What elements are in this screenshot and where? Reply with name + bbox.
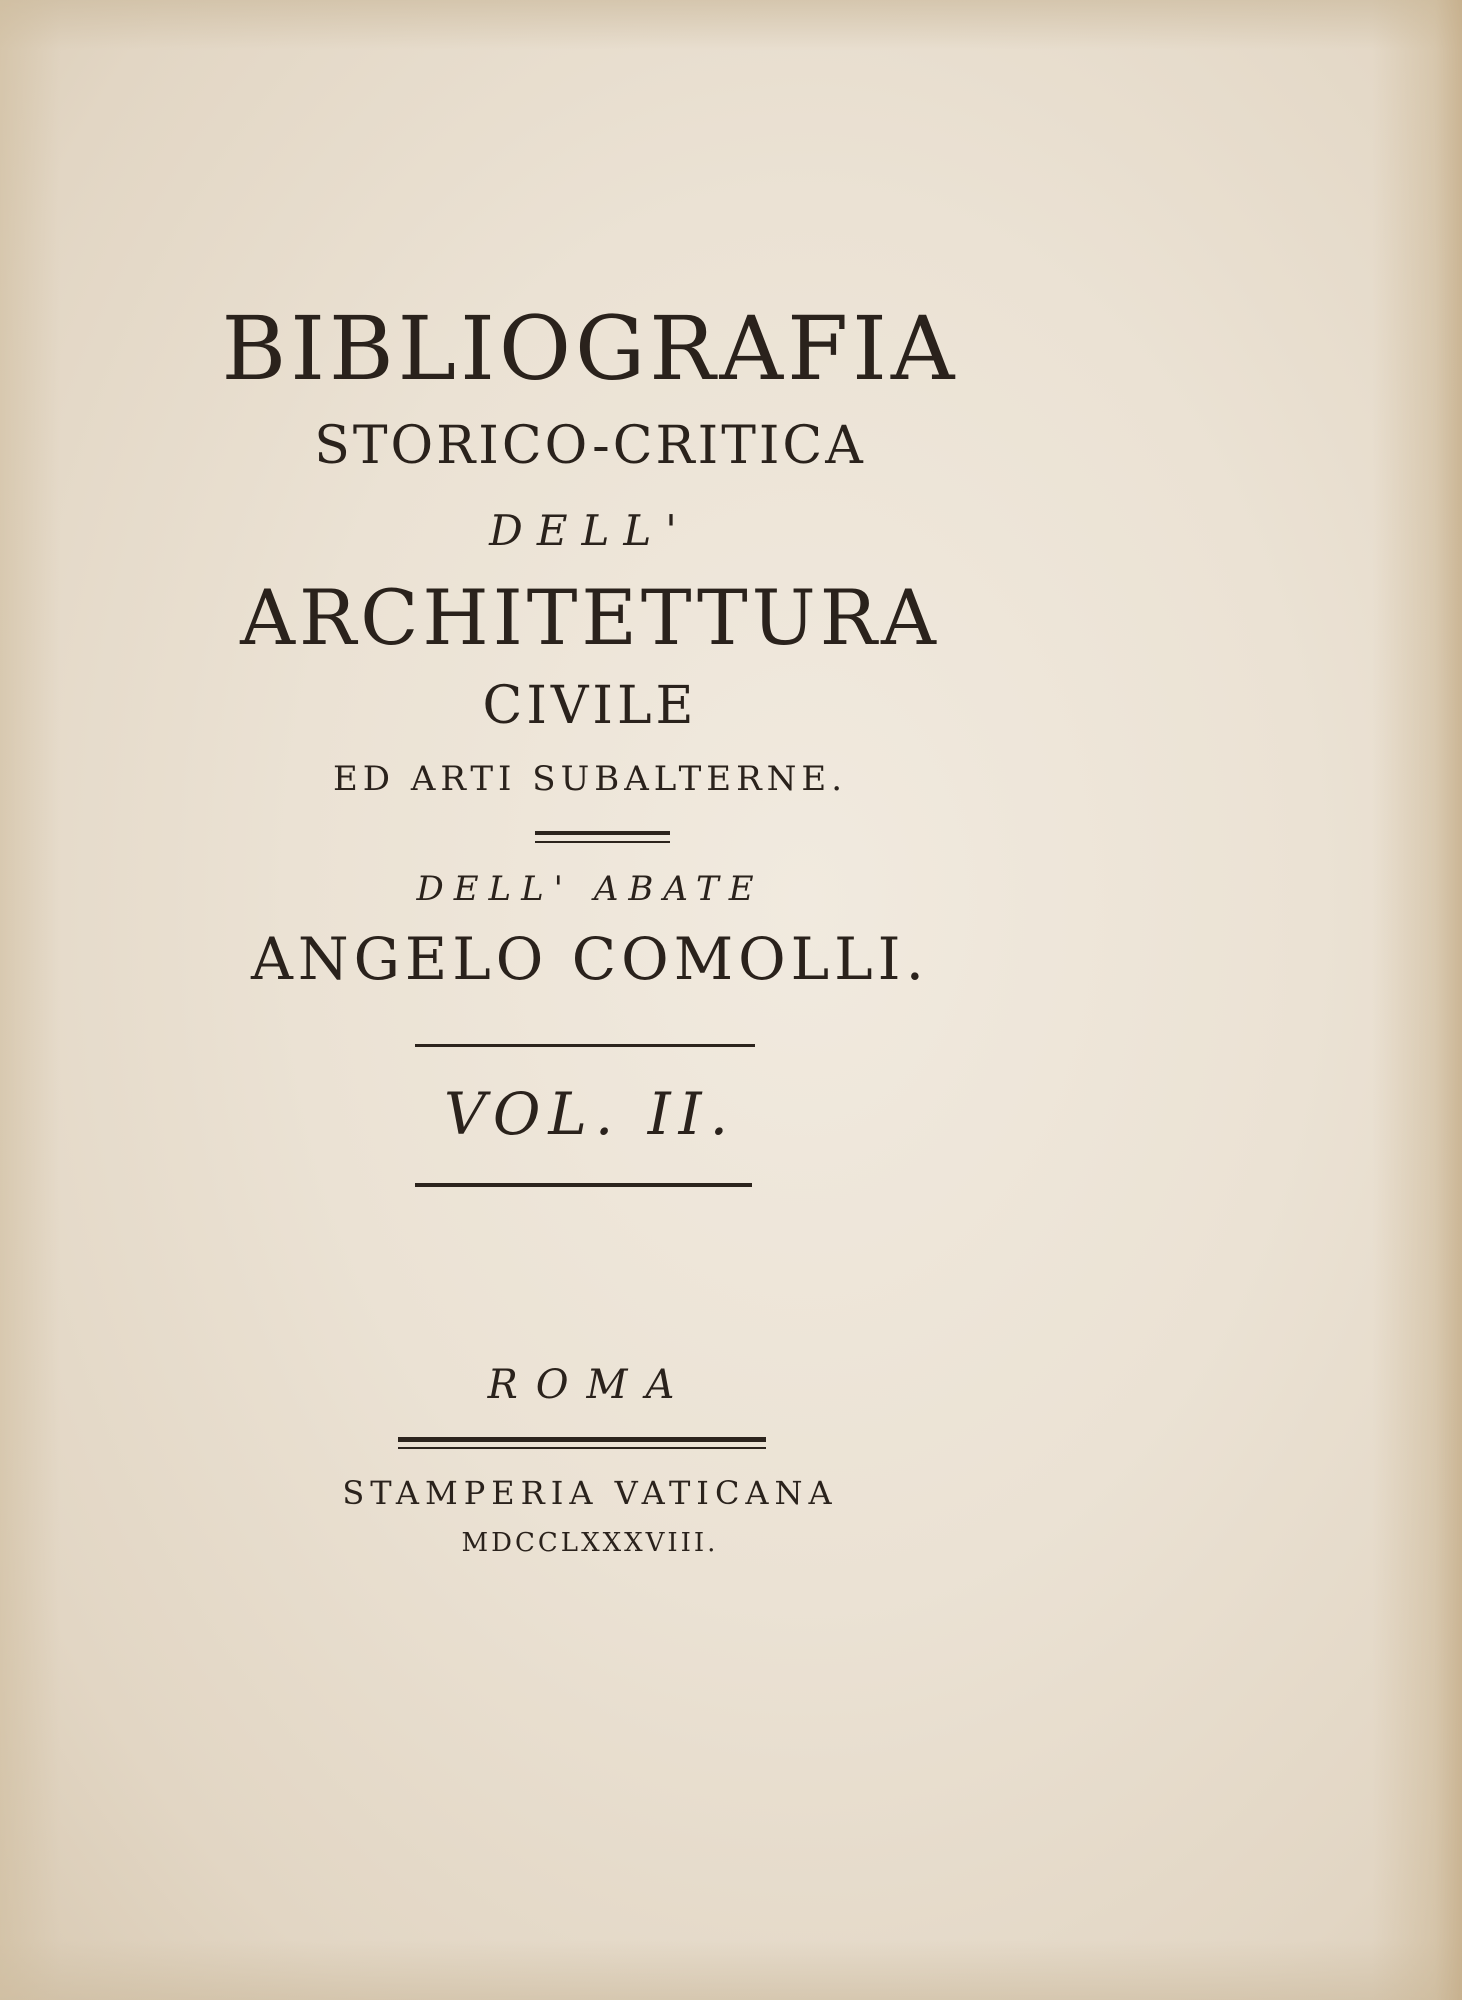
title-line-architettura: ARCHITETTURA [240, 573, 940, 662]
imprint-rule-top [398, 1437, 766, 1442]
imprint-date: MDCCLXXXVIII. [461, 1528, 719, 1558]
rule-above-volume [415, 1044, 755, 1047]
title-line-civile: CIVILE [482, 676, 698, 736]
paper-edge-top [0, 0, 1462, 50]
title-line-storico-critica: STORICO-CRITICA [314, 416, 866, 476]
author-name: ANGELO COMOLLI. [250, 925, 930, 993]
double-rule-top [535, 831, 670, 835]
rule-below-volume [415, 1183, 752, 1187]
volume-number: VOL. II. [443, 1080, 737, 1148]
imprint-rule-bottom [398, 1447, 766, 1449]
paper-edge-bottom [0, 1940, 1462, 2000]
paper-edge-left [0, 0, 60, 2000]
paper-edge-right [1372, 0, 1462, 2000]
imprint-printer: STAMPERIA VATICANA [342, 1474, 838, 1512]
imprint-place: ROMA [487, 1362, 693, 1408]
double-rule-bottom [535, 841, 670, 843]
author-prefix: DELL' ABATE [416, 869, 764, 909]
title-line-dell: DELL' [489, 506, 691, 555]
title-line-bibliografia: BIBLIOGRAFIA [221, 297, 959, 400]
title-line-arti-subalterne: ED ARTI SUBALTERNE. [332, 759, 848, 799]
